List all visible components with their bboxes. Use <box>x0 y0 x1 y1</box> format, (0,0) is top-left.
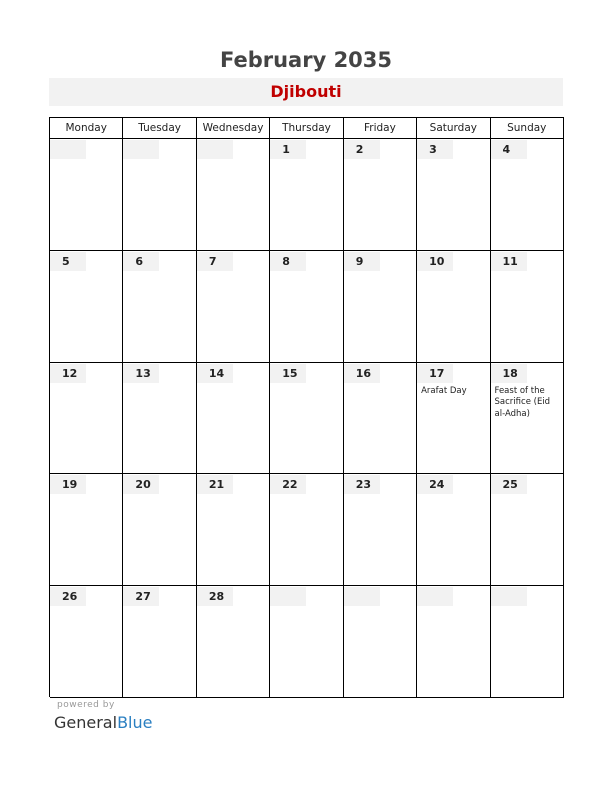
day-cell <box>270 586 343 698</box>
day-cell <box>417 474 490 586</box>
weekday-friday: Friday <box>344 118 417 139</box>
day-number: 10 <box>417 252 453 271</box>
day-cell <box>270 251 343 363</box>
day-number: 15 <box>270 364 306 383</box>
page-title: February 2035 <box>219 48 393 72</box>
day-cell <box>491 586 564 698</box>
weekday-wednesday: Wednesday <box>197 118 270 139</box>
day-number: 12 <box>50 364 86 383</box>
day-number: 1 <box>270 140 306 159</box>
day-number: 9 <box>344 252 380 271</box>
day-number <box>270 587 306 606</box>
day-cell <box>344 586 417 698</box>
day-cell <box>417 139 490 251</box>
weekday-saturday: Saturday <box>417 118 490 139</box>
day-cell <box>50 586 123 698</box>
day-number: 8 <box>270 252 306 271</box>
day-cell <box>417 251 490 363</box>
day-cell <box>417 363 490 475</box>
day-cell <box>270 474 343 586</box>
weekday-thursday: Thursday <box>270 118 343 139</box>
day-number: 20 <box>123 475 159 494</box>
day-cell <box>491 251 564 363</box>
day-cell <box>197 251 270 363</box>
week-row-4 <box>50 474 564 586</box>
powered-by-text: powered by <box>57 700 115 710</box>
week-row-2 <box>50 251 564 363</box>
day-number: 28 <box>197 587 233 606</box>
brand-general: General <box>54 713 118 732</box>
day-cell <box>50 251 123 363</box>
day-number: 22 <box>270 475 306 494</box>
day-cell <box>197 363 270 475</box>
day-number: 27 <box>123 587 159 606</box>
day-cell <box>197 586 270 698</box>
holiday-label: Feast of the Sacrifice (Eid al-Adha) <box>494 385 551 419</box>
week-row-5 <box>50 586 564 698</box>
day-number: 4 <box>491 140 527 159</box>
day-number: 2 <box>344 140 380 159</box>
week-row-3 <box>50 363 564 475</box>
day-cell <box>270 139 343 251</box>
day-cell <box>344 251 417 363</box>
day-number: 3 <box>417 140 453 159</box>
day-number: 13 <box>123 364 159 383</box>
day-cell <box>344 363 417 475</box>
day-number: 19 <box>50 475 86 494</box>
day-cell <box>197 139 270 251</box>
weekday-sunday: Sunday <box>491 118 564 139</box>
country-banner <box>49 78 563 106</box>
day-cell <box>123 363 196 475</box>
day-cell <box>50 363 123 475</box>
brand-logo[interactable] <box>54 713 152 732</box>
day-cell <box>491 139 564 251</box>
day-number: 26 <box>50 587 86 606</box>
day-number <box>344 587 380 606</box>
day-number: 18 <box>491 364 527 383</box>
day-cell <box>491 474 564 586</box>
day-cell <box>197 474 270 586</box>
day-cell <box>417 586 490 698</box>
day-number: 16 <box>344 364 380 383</box>
day-number: 24 <box>417 475 453 494</box>
brand-blue: Blue <box>117 713 153 732</box>
day-cell <box>123 474 196 586</box>
day-number: 5 <box>50 252 86 271</box>
day-cell <box>50 139 123 251</box>
holiday-label: Arafat Day <box>421 385 467 396</box>
week-row-1 <box>50 139 564 251</box>
day-number <box>50 140 86 159</box>
day-number: 21 <box>197 475 233 494</box>
day-number: 11 <box>491 252 527 271</box>
day-number: 23 <box>344 475 380 494</box>
day-cell <box>344 139 417 251</box>
country-name: Djibouti <box>270 82 342 101</box>
day-number: 6 <box>123 252 159 271</box>
calendar-grid <box>49 117 564 697</box>
day-number <box>491 587 527 606</box>
day-number: 7 <box>197 252 233 271</box>
day-cell <box>123 586 196 698</box>
day-cell <box>123 139 196 251</box>
day-number: 25 <box>491 475 527 494</box>
day-cell <box>270 363 343 475</box>
day-cell <box>50 474 123 586</box>
day-cell <box>123 251 196 363</box>
day-cell <box>344 474 417 586</box>
weekday-tuesday: Tuesday <box>123 118 196 139</box>
day-number <box>123 140 159 159</box>
day-number: 14 <box>197 364 233 383</box>
day-cell <box>491 363 564 475</box>
day-number: 17 <box>417 364 453 383</box>
day-number <box>417 587 453 606</box>
day-number <box>197 140 233 159</box>
weekday-monday: Monday <box>50 118 123 139</box>
weekday-header <box>50 118 564 139</box>
